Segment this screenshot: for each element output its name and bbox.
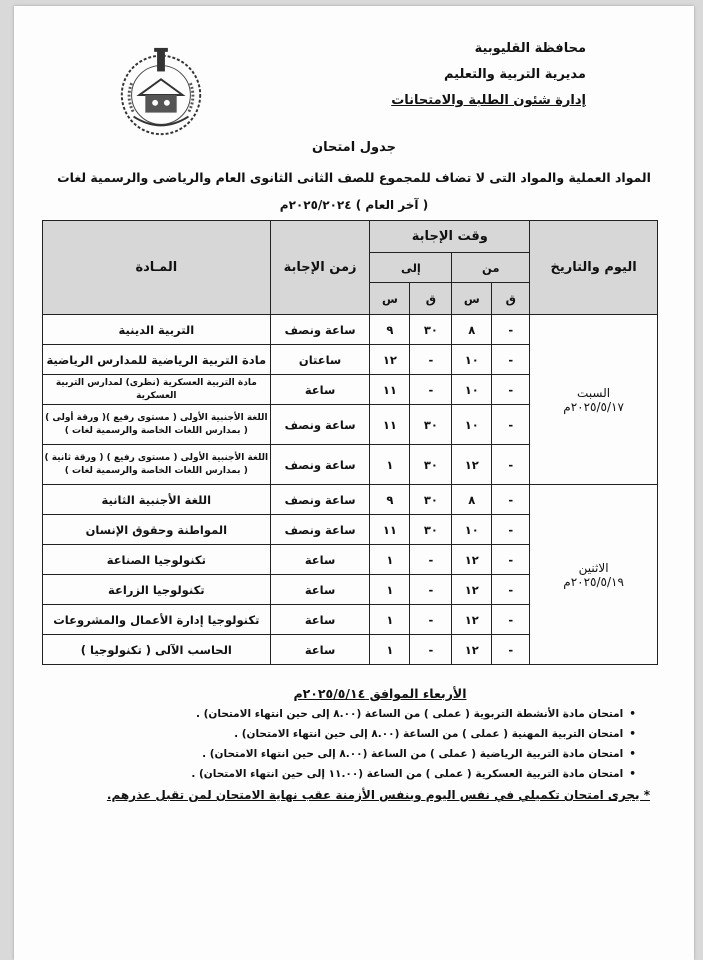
term-label: ( آخر العام ) ٢٠٢٥/٢٠٢٤م: [279, 198, 429, 212]
day-date: ٢٠٢٥/٥/١٩م: [563, 574, 624, 589]
from-hour: ١٠: [452, 375, 492, 405]
from-hour: ١٢: [452, 445, 492, 485]
subject-note: ( بمدارس اللغات الخاصة والرسمية لغات ): [64, 425, 248, 436]
from-hour: ١٢: [452, 575, 492, 605]
department-name: إدارة شئون الطلبة والامتحانات: [391, 93, 586, 108]
day-name: الاثنين: [578, 560, 609, 575]
subject-note: ( بمدارس اللغات الخاصة والرسمية لغات ): [64, 465, 248, 476]
to-minute: -: [410, 545, 452, 575]
header-to-minute: ق: [410, 283, 452, 315]
duration: ساعة: [270, 575, 370, 605]
to-minute: ٣٠: [410, 515, 452, 545]
duration: ساعتان: [270, 345, 370, 375]
ministry-emblem-icon: [112, 44, 210, 142]
to-minute: -: [410, 345, 452, 375]
duration: ساعة: [270, 605, 370, 635]
from-hour: ١٢: [452, 545, 492, 575]
duration: ساعة: [270, 635, 370, 665]
subject-cell: [43, 445, 271, 485]
to-minute: -: [410, 375, 452, 405]
duration: ساعة ونصف: [270, 315, 370, 345]
header-to: إلى: [370, 253, 452, 283]
document-title: جدول امتحان: [312, 140, 396, 155]
to-minute: ٣٠: [410, 445, 452, 485]
from-hour: ٨: [452, 485, 492, 515]
list-item: • امتحان مادة الأنشطة التربوية ( عملى ) من الساعة (٨.٠٠ إلى حين انتهاء الامتحان) .: [50, 704, 636, 724]
letterhead: [366, 36, 586, 114]
to-hour: ١: [370, 445, 410, 485]
subject: الحاسب الآلى ( تكنولوجيا ): [43, 635, 271, 665]
to-hour: ١: [370, 575, 410, 605]
subject: تكنولوجيا الصناعة: [43, 545, 271, 575]
directorate-name: مديرية التربية والتعليم: [443, 67, 586, 82]
from-minute: -: [492, 515, 530, 545]
header-from-minute: ق: [492, 283, 530, 315]
duration: ساعة ونصف: [270, 485, 370, 515]
header-from-hour: س: [452, 283, 492, 315]
day-name: السبت: [577, 385, 611, 400]
from-hour: ١٢: [452, 605, 492, 635]
subject: مادة التربية العسكرية (نظرى) لمدارس التربية العسكرية: [43, 375, 271, 405]
from-minute: -: [492, 485, 530, 515]
subject: مادة التربية الرياضية للمدارس الرياضية: [43, 345, 271, 375]
subject: المواطنة وحقوق الإنسان: [43, 515, 271, 545]
from-minute: -: [492, 345, 530, 375]
from-minute: -: [492, 405, 530, 445]
subject: اللغة الأجنبية الأولى ( مستوى رفيع ) ( ورقة ثانية ): [44, 452, 269, 463]
duration: ساعة: [270, 545, 370, 575]
table-row: [43, 315, 658, 345]
day-date: ٢٠٢٥/٥/١٧م: [563, 399, 624, 414]
from-hour: ٨: [452, 315, 492, 345]
from-minute: -: [492, 575, 530, 605]
header-subject: المـادة: [43, 221, 271, 315]
to-minute: -: [410, 575, 452, 605]
subject: تكنولوجيا الزراعة: [43, 575, 271, 605]
from-minute: -: [492, 635, 530, 665]
from-hour: ١٠: [452, 405, 492, 445]
from-minute: -: [492, 445, 530, 485]
document-page: [14, 6, 694, 960]
to-hour: ١١: [370, 375, 410, 405]
table-row: [43, 485, 658, 515]
from-minute: -: [492, 545, 530, 575]
to-hour: ٩: [370, 315, 410, 345]
subject: التربية الدينية: [43, 315, 271, 345]
to-hour: ١: [370, 605, 410, 635]
to-hour: ١١: [370, 405, 410, 445]
makeup-exam-note: * يجرى امتحان تكميلي في نفس اليوم وبنفس الأزمنة عقب نهاية الامتحان لمن تقبل عذرهم.: [106, 788, 650, 802]
to-minute: ٣٠: [410, 405, 452, 445]
day-cell: [530, 315, 658, 485]
to-hour: ١١: [370, 515, 410, 545]
from-hour: ١٠: [452, 515, 492, 545]
duration: ساعة: [270, 375, 370, 405]
to-hour: ٩: [370, 485, 410, 515]
duration: ساعة ونصف: [270, 515, 370, 545]
header-day-date: اليوم والتاريخ: [530, 221, 658, 315]
from-minute: -: [492, 375, 530, 405]
from-minute: -: [492, 315, 530, 345]
from-hour: ١٠: [452, 345, 492, 375]
list-item: • امتحان التربية المهنية ( عملى ) من الساعة (٨.٠٠ إلى حين انتهاء الامتحان) .: [50, 724, 636, 744]
subject: اللغة الأجنبية الثانية: [43, 485, 271, 515]
header-from: من: [452, 253, 530, 283]
governorate-name: محافظة القليوبية: [474, 41, 586, 56]
header-answer-time: وقت الإجابة: [370, 221, 530, 253]
duration: ساعة ونصف: [270, 445, 370, 485]
duration: ساعة ونصف: [270, 405, 370, 445]
list-item: • امتحان مادة التربية الرياضية ( عملى ) من الساعة (٨.٠٠ إلى حين انتهاء الامتحان) .: [50, 744, 636, 764]
subject: اللغة الأجنبية الأولى ( مستوى رفيع )( ورقة أولى ): [45, 412, 268, 423]
to-hour: ١٢: [370, 345, 410, 375]
notes-list: [50, 704, 650, 784]
to-minute: ٣٠: [410, 315, 452, 345]
header-to-hour: س: [370, 283, 410, 315]
to-hour: ١: [370, 635, 410, 665]
exam-schedule-table: [42, 220, 658, 665]
from-hour: ١٢: [452, 635, 492, 665]
document-subtitle: المواد العملية والمواد التى لا تضاف للمجموع للصف الثانى الثانوى العام والرياضى والرسمية لغات: [57, 170, 651, 185]
to-minute: ٣٠: [410, 485, 452, 515]
subject-cell: [43, 405, 271, 445]
to-minute: -: [410, 605, 452, 635]
practical-exams-notes: [50, 686, 650, 802]
to-minute: -: [410, 635, 452, 665]
list-item: • امتحان مادة التربية العسكرية ( عملى ) من الساعة (١١.٠٠ إلى حين انتهاء الامتحان) .: [50, 764, 636, 784]
from-minute: -: [492, 605, 530, 635]
subject: تكنولوجيا إدارة الأعمال والمشروعات: [43, 605, 271, 635]
wednesday-date: الأربعاء الموافق ٢٠٢٥/٥/١٤م: [293, 686, 467, 701]
to-hour: ١: [370, 545, 410, 575]
day-cell: [530, 485, 658, 665]
header-duration: زمن الإجابة: [270, 221, 370, 315]
